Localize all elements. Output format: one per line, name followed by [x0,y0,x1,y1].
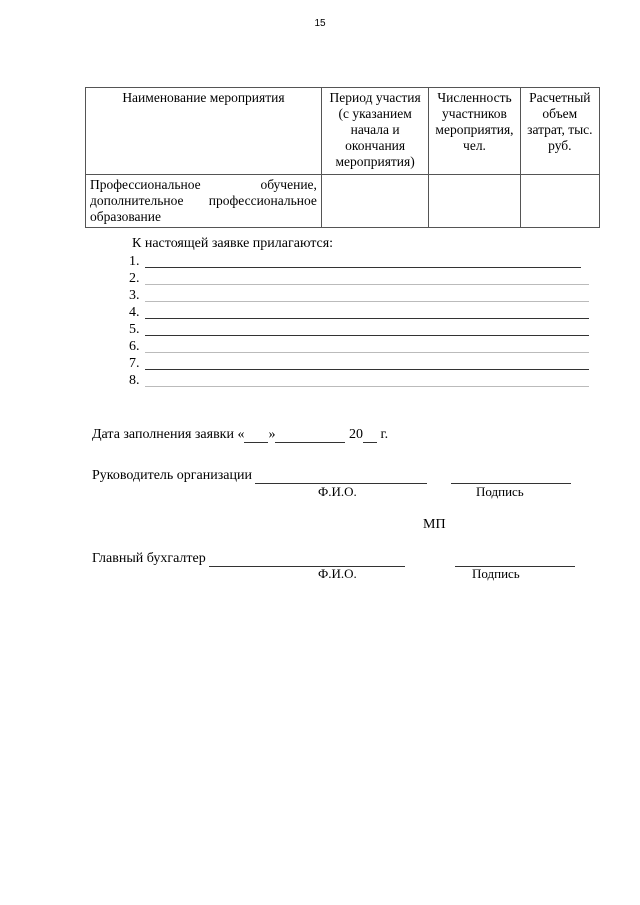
head-sign-blank[interactable] [451,469,571,484]
attachment-item-1 [129,254,599,270]
head-signature-row [92,468,571,484]
event-name-rest: дополнительное профессиональное образование [90,193,317,224]
header-period: Период участия (с указанием начала и окончания мероприятия) [321,88,428,175]
head-fio-caption: Ф.И.О. [318,484,357,499]
head-sign-caption: Подпись [476,484,524,499]
head-fio-blank[interactable] [255,469,427,484]
accountant-label: Главный бухгалтер [92,551,206,566]
attachment-number: 3. [129,288,140,303]
attachments-title: К настоящей заявке прилагаются: [132,236,334,251]
accountant-sign-blank[interactable] [455,552,575,567]
accountant-fio-caption: Ф.И.О. [318,566,357,581]
header-cost: Расчетный объем затрат, тыс. руб. [520,88,599,175]
accountant-sign-caption: Подпись [472,566,520,581]
attachment-blank-line[interactable] [145,284,589,285]
attachment-blank-line[interactable] [145,318,589,319]
table-row [86,175,600,228]
attachment-item-8 [129,373,599,389]
page-number: 15 [314,18,326,29]
date-day-blank[interactable] [244,428,268,443]
attachment-blank-line[interactable] [145,267,581,268]
attachment-number: 6. [129,339,140,354]
table-header-row [86,88,600,175]
attachment-number: 5. [129,322,140,337]
date-quote-close: » [268,427,276,442]
cell-event-name [86,175,322,228]
cell-period[interactable] [321,175,428,228]
cell-participants[interactable] [429,175,520,228]
head-label: Руководитель организации [92,468,252,483]
attachment-blank-line[interactable] [145,369,589,370]
accountant-signature-row [92,551,575,567]
fill-date-row [92,427,388,443]
attachment-number: 4. [129,305,140,320]
event-name-word-2: обучение, [260,177,317,192]
attachment-item-3 [129,288,599,304]
attachment-item-4 [129,305,599,321]
attachment-blank-line[interactable] [145,301,589,302]
attachment-blank-line[interactable] [145,386,589,387]
attachment-item-5 [129,322,599,338]
cell-cost[interactable] [520,175,599,228]
date-suffix: г. [376,427,389,442]
attachment-number: 8. [129,373,140,388]
attachment-item-7 [129,356,599,372]
accountant-fio-blank[interactable] [209,552,405,567]
events-table [85,87,600,228]
attachment-number: 2. [129,271,140,286]
date-month-blank[interactable] [275,428,345,443]
attachment-blank-line[interactable] [145,335,589,336]
attachment-number: 7. [129,356,140,371]
date-year-prefix: 20 [345,427,363,442]
attachment-item-2 [129,271,599,287]
attachment-number: 1. [129,254,140,269]
fill-date-label: Дата заполнения заявки « [92,427,245,442]
event-name-word-1: Профессиональное [90,177,201,192]
attachment-item-6 [129,339,599,355]
stamp-place: МП [423,517,446,532]
header-event-name: Наименование мероприятия [86,88,322,175]
header-participants: Численность участников мероприятия, чел. [429,88,520,175]
date-year-blank[interactable] [363,428,377,443]
attachment-blank-line[interactable] [145,352,589,353]
